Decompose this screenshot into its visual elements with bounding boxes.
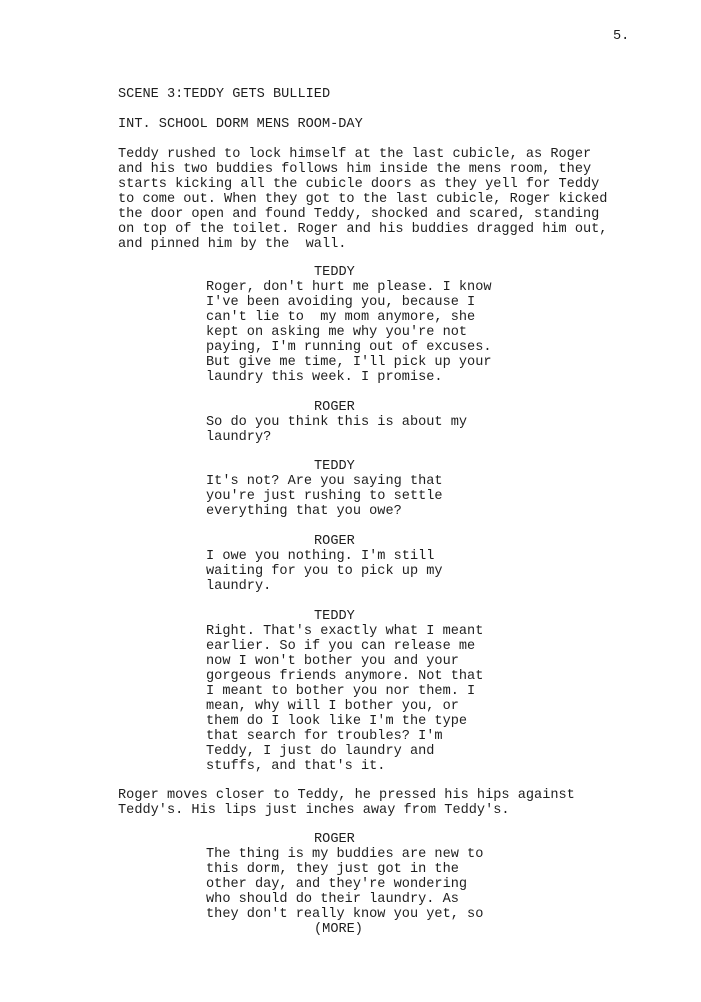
dialogue-line: Teddy, I just do laundry and <box>206 744 435 759</box>
more-marker: (MORE) <box>314 922 363 937</box>
dialogue-line: laundry? <box>206 430 272 445</box>
dialogue-line: mean, why will I bother you, or <box>206 699 459 714</box>
action-line: to come out. When they got to the last cubicle, Roger kicked <box>118 192 608 207</box>
dialogue-line: can't lie to my mom anymore, she <box>206 310 476 325</box>
dialogue-line: It's not? Are you saying that <box>206 474 443 489</box>
dialogue-line: Right. That's exactly what I meant <box>206 624 484 639</box>
dialogue-line: I owe you nothing. I'm still <box>206 549 435 564</box>
dialogue-line: other day, and they're wondering <box>206 877 468 892</box>
dialogue-line: that search for troubles? I'm <box>206 729 443 744</box>
page-number: 5. <box>613 29 630 44</box>
dialogue-line: this dorm, they just got in the <box>206 862 459 877</box>
character-name: TEDDY <box>314 459 355 474</box>
dialogue-line: I meant to bother you nor them. I <box>206 684 476 699</box>
character-name: ROGER <box>314 400 355 415</box>
action-line: Teddy rushed to lock himself at the last cubicle, as Roger <box>118 147 592 162</box>
dialogue-line: Roger, don't hurt me please. I know <box>206 280 492 295</box>
action-line: and his two buddies follows him inside the mens room, they <box>118 162 592 177</box>
dialogue-line: laundry this week. I promise. <box>206 370 443 385</box>
action-line: Teddy's. His lips just inches away from Teddy's. <box>118 803 510 818</box>
dialogue-line: waiting for you to pick up my <box>206 564 443 579</box>
character-name: ROGER <box>314 534 355 549</box>
scene-heading: INT. SCHOOL DORM MENS ROOM-DAY <box>118 117 363 132</box>
dialogue-line: stuffs, and that's it. <box>206 759 386 774</box>
dialogue-line: earlier. So if you can release me <box>206 639 476 654</box>
action-line: and pinned him by the wall. <box>118 237 347 252</box>
dialogue-line: them do I look like I'm the type <box>206 714 468 729</box>
dialogue-line: The thing is my buddies are new to <box>206 847 484 862</box>
dialogue-line: But give me time, I'll pick up your <box>206 355 492 370</box>
scene-title: SCENE 3:TEDDY GETS BULLIED <box>118 87 331 102</box>
character-name: TEDDY <box>314 265 355 280</box>
dialogue-line: paying, I'm running out of excuses. <box>206 340 492 355</box>
dialogue-line: everything that you owe? <box>206 504 402 519</box>
dialogue-line: who should do their laundry. As <box>206 892 459 907</box>
dialogue-line: gorgeous friends anymore. Not that <box>206 669 484 684</box>
dialogue-line: laundry. <box>206 579 272 594</box>
action-line: the door open and found Teddy, shocked and scared, standing <box>118 207 600 222</box>
dialogue-line: now I won't bother you and your <box>206 654 459 669</box>
action-line: Roger moves closer to Teddy, he pressed his hips against <box>118 788 575 803</box>
character-name: TEDDY <box>314 609 355 624</box>
dialogue-line: So do you think this is about my <box>206 415 468 430</box>
action-line: on top of the toilet. Roger and his buddies dragged him out, <box>118 222 608 237</box>
dialogue-line: kept on asking me why you're not <box>206 325 468 340</box>
action-line: starts kicking all the cubicle doors as they yell for Teddy <box>118 177 600 192</box>
dialogue-line: they don't really know you yet, so <box>206 907 484 922</box>
character-name: ROGER <box>314 832 355 847</box>
dialogue-line: you're just rushing to settle <box>206 489 443 504</box>
dialogue-line: I've been avoiding you, because I <box>206 295 476 310</box>
